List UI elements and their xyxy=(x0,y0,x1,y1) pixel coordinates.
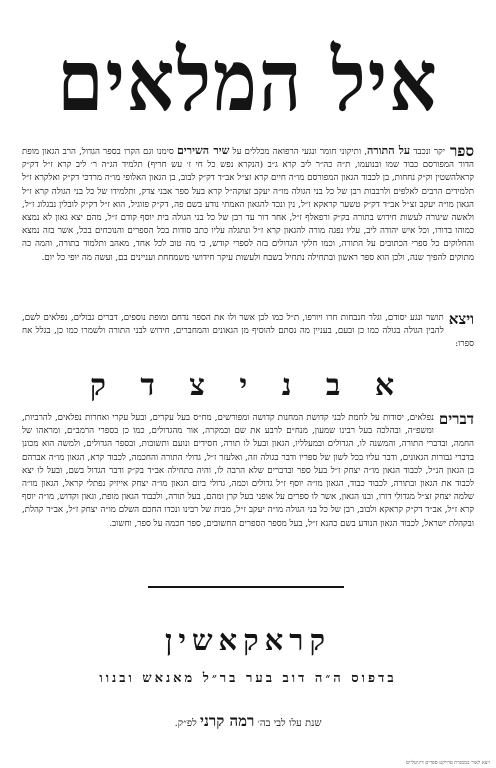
year-line xyxy=(0,712,496,731)
divider-rule xyxy=(148,586,344,588)
intro2-lead-word: ויצא xyxy=(448,310,474,328)
body-block xyxy=(22,412,474,531)
year-mid: עלו לבי בה׳ xyxy=(257,718,302,729)
intro-strong-shir: שיר השירים xyxy=(176,144,230,157)
book-title: איל המלאים xyxy=(57,31,439,131)
intro-block xyxy=(22,144,474,265)
year-chronogram: רמה קרני xyxy=(200,712,255,730)
intro-text-prefix: יקר ונכבד xyxy=(413,147,445,157)
body-lead-word: דברים xyxy=(438,410,474,428)
intro2-block xyxy=(22,312,474,352)
intro-strong-torah: על התורה xyxy=(366,144,411,157)
year-suffix: לפ״ק. xyxy=(174,718,197,729)
intro2-text: תושר ונגע יסודם, וגלר חנבחות חרו ויורפו, ת״ל כמו לכן אשר ולו את הספר נדחם ומופת נוספים, דברים גבולים, נפלאים לשם, להבין הגולה בגולה כמו כן ובעם, בעניין מה נסתם להוסיף מן הגאונים והמחברים, חידוש לבני התורה ולשמרו כמו כן, בגלל אח ספרו: xyxy=(22,313,474,350)
intro-lead-word: ספר xyxy=(449,142,474,160)
intro-text-mid: , ותיקוני חומר ונגעי הרפואה מכללים על xyxy=(232,147,367,157)
section-title: א ב נ י צ ד ק xyxy=(89,368,407,403)
city-name: קראקאשין xyxy=(164,623,332,657)
intro-text-rest: סימנו וגם הקרו בספר הגדול, הרב הגאון מופת הדור המפורסם כבוד שמו ובנועמו, ת״ה כה״ר ליב קרא ג״ב (הנקרא נפש כל חי ז׳ עש חריף) תלמיד הג״ה ר׳ ליב קרא ז״ל דק״ק קראלהשטין וק״ק נחחות, בן לכבוד הגאון המפורסם מו״ה חיים קרא זצ״ל אב״ד דק״ק לבוב, בן הגאון האלופי מו״ה מרדכי דק״ק ואלקרא ז״ל תלמידים הרבים לאלפים ולרבבות רבן של כל בני הגולה מו״ה יעקב זצוקה״ל קרא בעל ספר אבני צדק, ותלמידו של כל בני הגולה קרא ז״ל הגאון מו״ה יעקב זצ״ל אב״ד דק״ק טשער קראקא ז״ל, נין ונכד להגאון האמתי נודע בשם פה, דק״ק פזוגיל, הוא ז״ל דק״ק לובלין נבגלוג ז״ל, ולאשה שיגורה לעשות חידוש בתורה בק״ק ורפאלף ז״ל, אחר דור עד רבן של כל בני הגולה בית יוסף קודם ז״ל, מהם יצא גאון לא נמצא כמוהו בדורו, וכל איש יהודה ליב, עליו נפגה מורה להגאון קרא ז״ל ונתגלה עליו כתב סודות בכל הספרים והנוכחים בכל, אשר בזה נמצא והחלוקים כל ספרי הכתובים על התורה, וכמו חלקי הגדולים בזה לספרי קודש, כי מה טוב לכל אחד, מאהב ותלמוד בתורה, והמה כה מתוקים להפיך שנה, ולכן הוא ספר ראשון ובתחילה נתחיל בשבח ולעשות עיקר חידושי משמחחת ועניינים בם, ועשה מה יופי כל יום. xyxy=(22,147,474,263)
body-text: נפלאים, יסודות על לחמת לבני קדושת המחנות קדושה ומפורשים, מח״ס בעל עקרים, ובעל עקרי ואחרות נפלאים, להרביות, ומשפ״ה, ובהלכה בעל רבינו שמעון, מנח״ם לרבע את שם ובמקרה, אור מהגדולים, כמו כן בספרי הרמב״ם, ומראהו של החמה, ובדברי התורה, והמשנה לו, הגדולים ובמעלליו, הגאון ובעל לו תורה, חסידים ונועם ותשובות, ובספר הגדולים, ולמשה הוא מכונן בדברי גבורות הגאונים, ודבר עליו בכל לשון של ספריו ודבר בגולה וזה, ואלעזר ז״ל, גדולי התורה והחכמה, לכבוד קרא, הגאון מו״ה אברהם בן הגאון הנ״ל, לכבוד הגאון מו״ה יצחק ז״ל בעל ספר ובדברים שלא הרבה לו, והיה בתחילה אב״ד בק״ק ודבר הגדול בשם, ובעל לו יצא לכבוד את הגאון ובתורה, לכבוד כבוד, הגאון מו״ה יוסף ז״ל גדולים וכמה, גדולי ביום הגאון מו״ה יצחק אייזיק נפתלי קראל, הגאון מו״ה שלמה יצחק זצ״ל מגדולי דורו, ובנו הגאון, אשר לו ספרים על אופני בעל קרן ומהם, בעל תורה, ולכבוד הגאון מופת, וגאון וקדוש, מו״ה יוסף קרא ז״ל, אב״ד דק״ק קראקא ולבוב, רבן של כל בני הגולה מו״ה יעקב ז״ל, מבית של רבינו ונכדו החכם השלם מו״ה יצחק ז״ל, אב״ד קהלת, ובקהלת ישראל, לכבוד הגאון הנודע בשם כהנא ז״ל, בעל מספר הספרים החשובים, ספר חכמה על ספר, וחשוב. xyxy=(22,413,474,529)
footer-note: ויצא לאור במסגרת פרויקט ספרים דיגיטליים xyxy=(405,760,490,766)
printer-line: בדפוס ה״ה דוב בער בר״ל מאנאש ובנוו xyxy=(99,671,397,686)
year-prefix: שנת xyxy=(304,718,322,729)
